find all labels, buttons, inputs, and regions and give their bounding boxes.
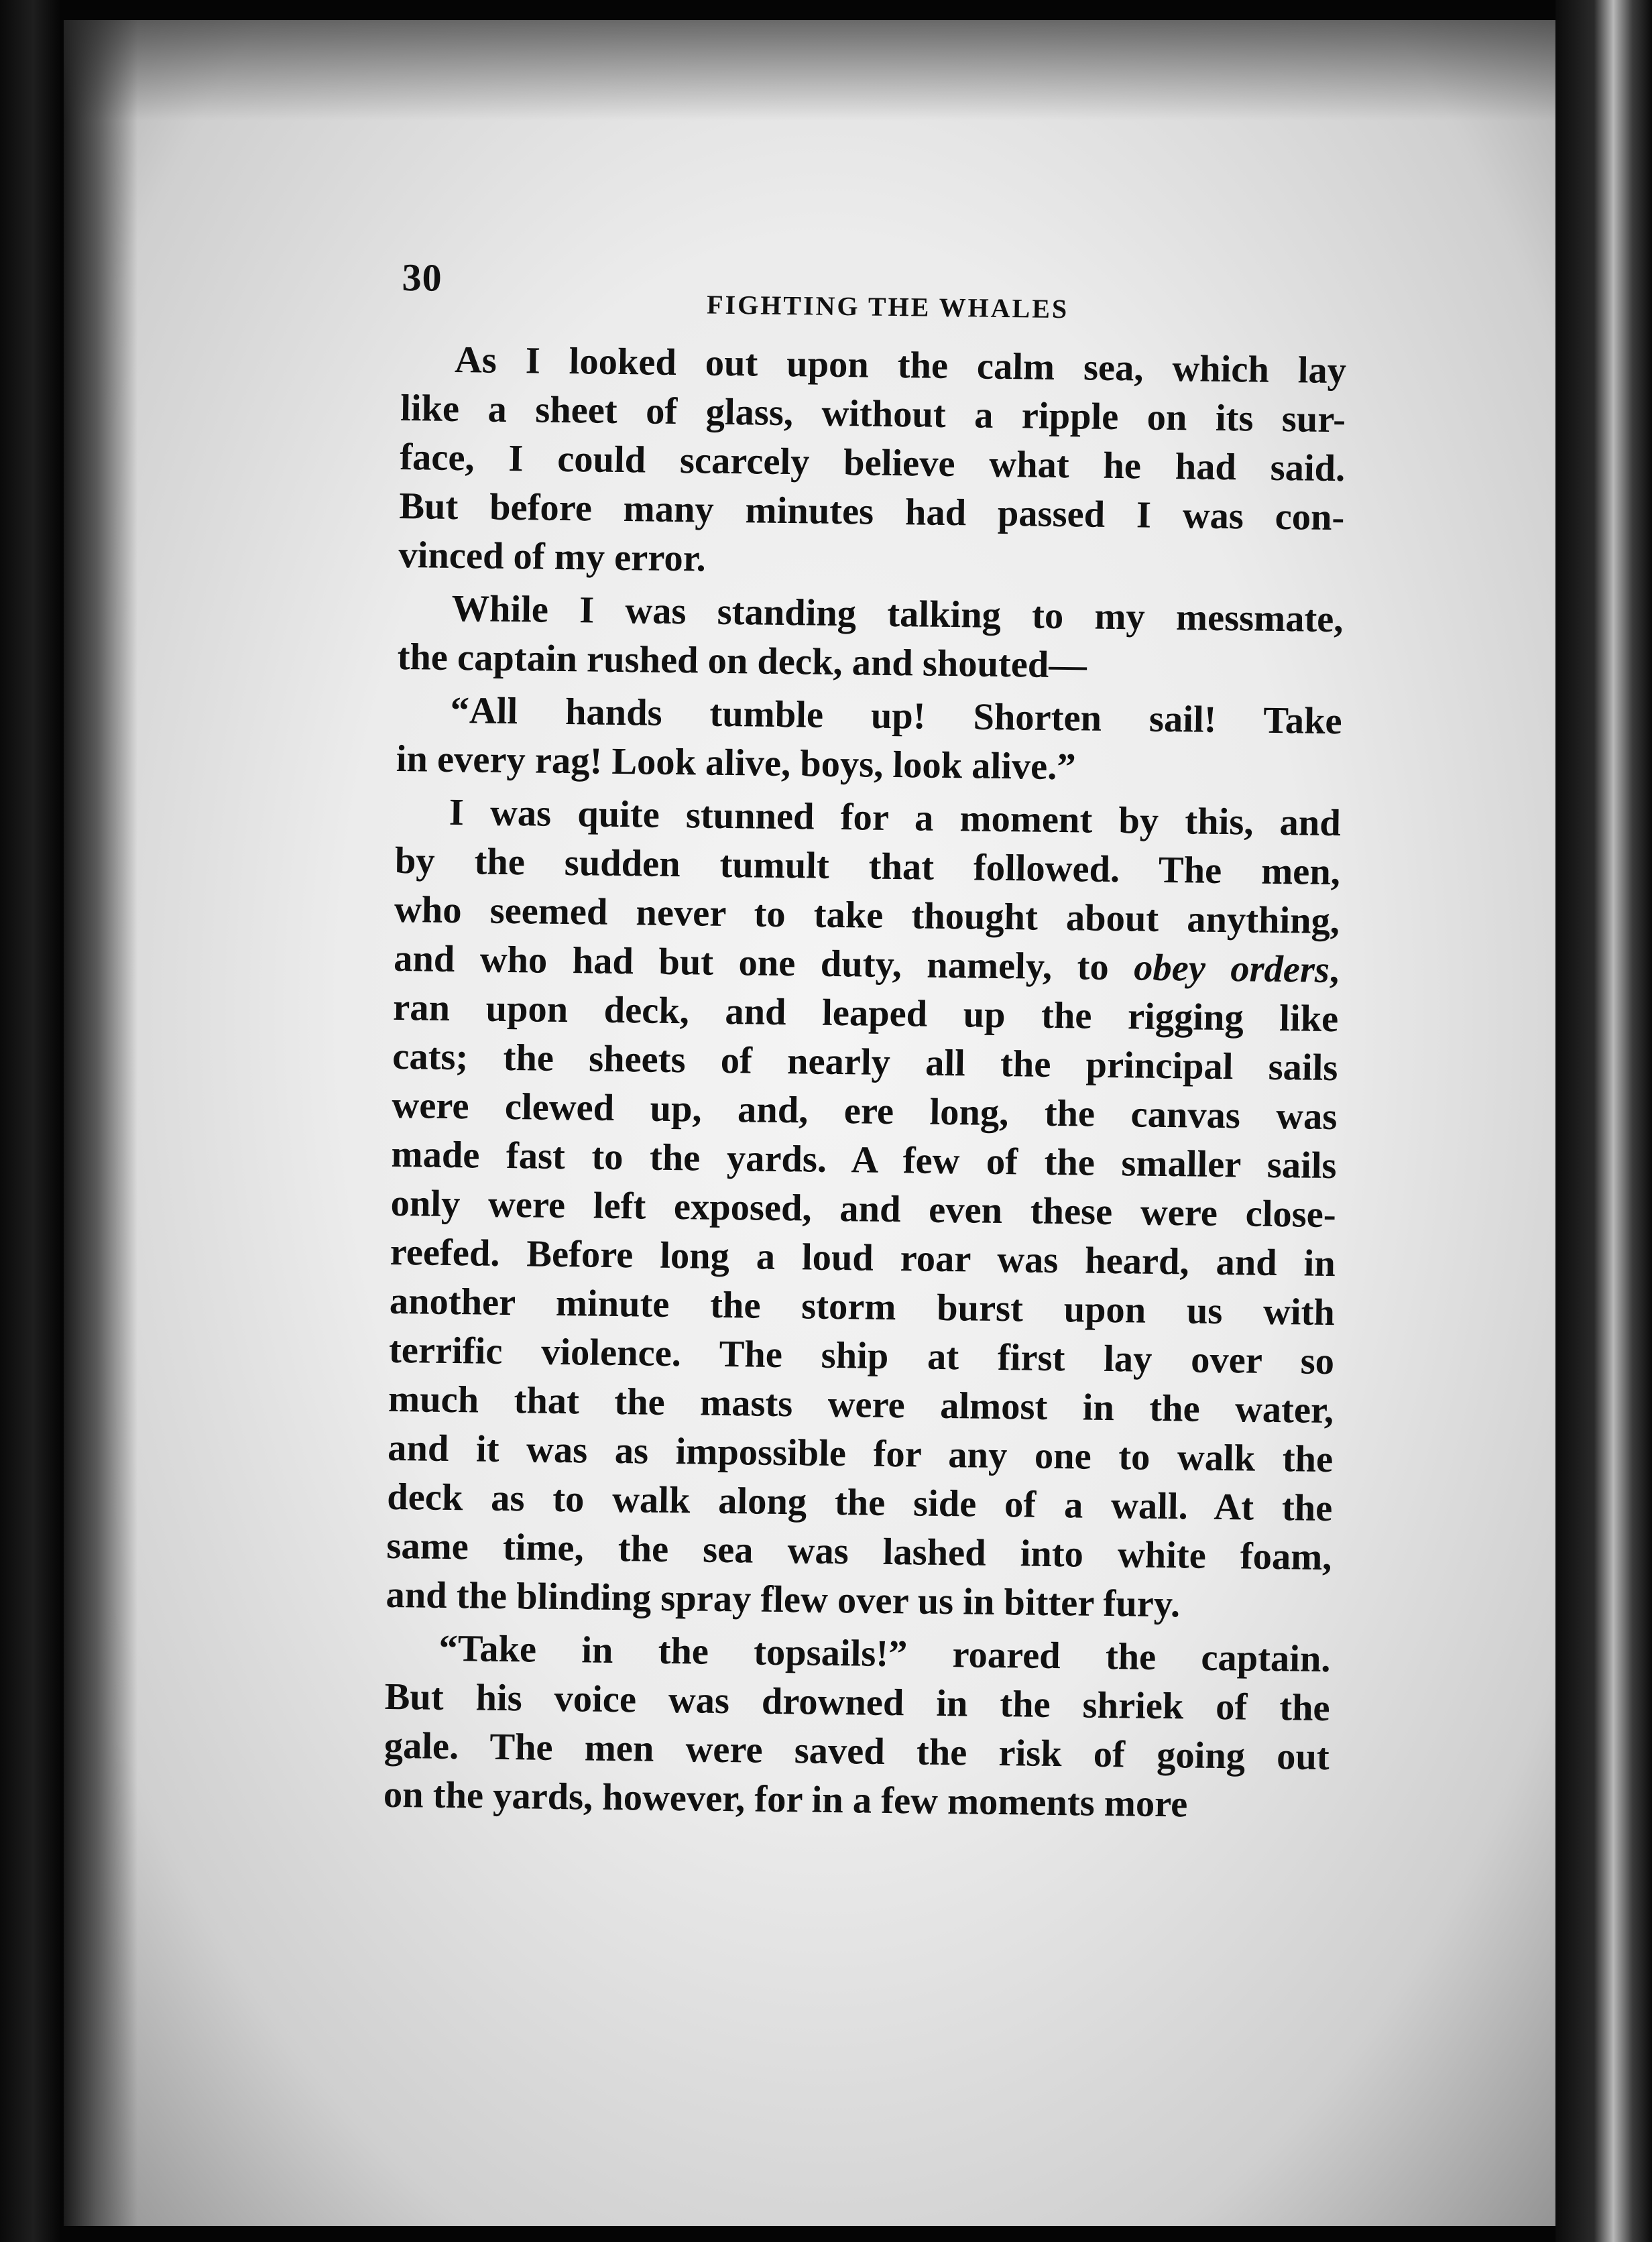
text-line: While I was standing talking to my messmate, — [451, 587, 1344, 641]
text-line: and the blinding spray flew over us in bitter fury. — [386, 1574, 1181, 1626]
text-line: But his voice was drowned in the shriek of the — [384, 1675, 1330, 1730]
text-line: “All hands tumble up! Shorten sail! Take — [450, 689, 1342, 743]
book-right-edge — [1555, 0, 1652, 2242]
running-head: FIGHTING THE WHALES — [706, 289, 1069, 324]
book-left-edge — [0, 0, 60, 2242]
text-line: like a sheet of glass, without a ripple on its sur- — [400, 387, 1346, 441]
page-text — [383, 255, 1347, 1835]
gutter-shadow — [64, 20, 137, 2226]
text-line: “Take in the topsails!” roared the captain. — [438, 1627, 1331, 1681]
text-line: I was quite stunned for a moment by this, and — [449, 791, 1342, 845]
text-line: same time, the sea was lashed into white foam, — [386, 1525, 1332, 1579]
text-line: and who had but one duty, namely, to obey orders, — [393, 937, 1340, 992]
text-line: But before many minutes had passed I was con- — [399, 485, 1345, 539]
top-shadow — [64, 20, 1586, 121]
body-text — [383, 335, 1346, 1835]
text-line: gale. The men were saved the risk of going out — [384, 1724, 1330, 1779]
text-line: reefed. Before long a loud roar was heard, and in — [390, 1231, 1336, 1285]
page-number: 30 — [402, 255, 442, 300]
text-line: who seemed never to take thought about anything, — [394, 888, 1340, 943]
text-line: vinced of my error. — [398, 534, 707, 580]
text-line: and it was as impossible for any one to walk the — [387, 1427, 1334, 1481]
text-line: ran upon deck, and leaped up the rigging like — [392, 986, 1339, 1041]
text-line: As I looked out upon the calm sea, which lay — [454, 339, 1347, 392]
text-line: much that the masts were almost in the water, — [388, 1378, 1334, 1432]
text-line: by the sudden tumult that followed. The men, — [394, 839, 1341, 894]
text-line: in every rag! Look alive, boys, look alive.” — [396, 738, 1076, 788]
text-line: another minute the storm burst upon us with — [389, 1280, 1336, 1334]
page-header — [402, 255, 1348, 347]
text-line: were clewed up, and, ere long, the canvas was — [392, 1084, 1338, 1138]
text-line: on the yards, however, for in a few moments more — [383, 1773, 1188, 1826]
text-line: the captain rushed on deck, and shouted— — [397, 636, 1087, 687]
text-line: terrific violence. The ship at first lay over so — [388, 1329, 1335, 1383]
text-line: deck as to walk along the side of a wall. At the — [386, 1476, 1333, 1530]
text-line: only were left exposed, and even these were close- — [390, 1182, 1336, 1236]
text-line: face, I could scarcely believe what he had said. — [399, 436, 1346, 490]
text-line: cats; the sheets of nearly all the principal sails — [392, 1035, 1338, 1089]
text-line: made fast to the yards. A few of the smaller sails — [391, 1133, 1337, 1187]
